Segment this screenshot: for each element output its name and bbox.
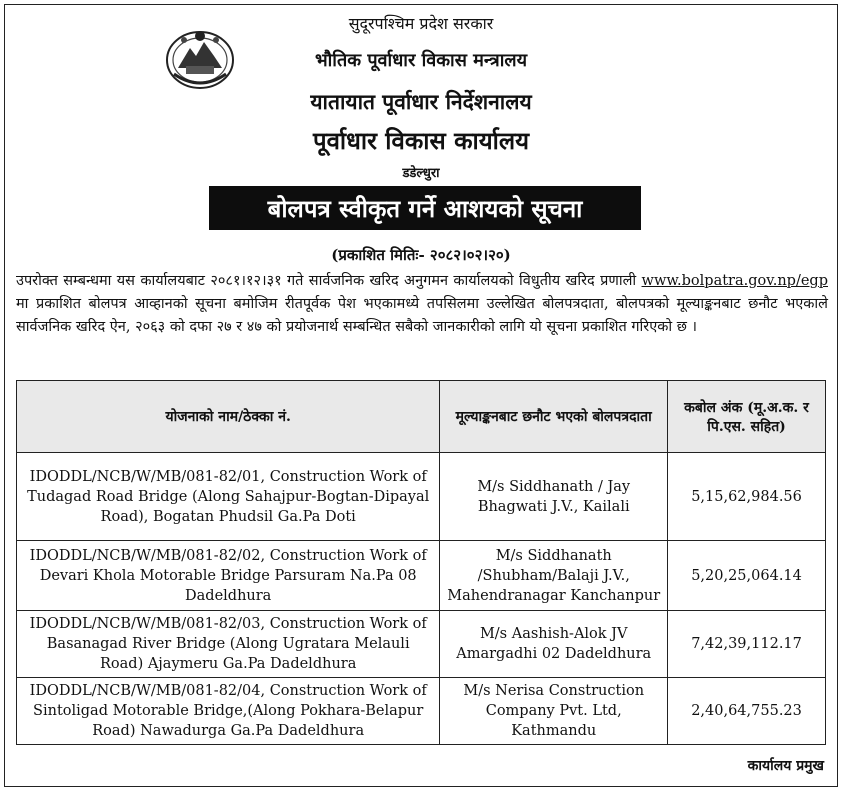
- bid-table: [16, 380, 826, 745]
- paragraph-rest: मा प्रकाशित बोलपत्र आव्हानको सूचना बमोजिम रीतपूर्वक पेश भएकामध्ये तपसिलमा उल्लेखित बोलपत्रदाता, बोलपत्रको मूल्याङ्कनबाट छनौट भएकाले सार्वजनिक खरिद ऐन, २०६३ को दफा २७ र ४७ को प्रयोजनार्थ सम्बन्धित सबैको जानकारीको लागि यो सूचना प्रकाशित गरिएको छ ।: [16, 296, 828, 335]
- table-row: [17, 678, 826, 745]
- amount-cell: 7,42,39,112.17: [668, 611, 826, 678]
- office-location: डडेल्धुरा: [402, 166, 440, 181]
- published-date: (प्रकाशित मितिः- २०८२।०२।२०): [331, 246, 511, 264]
- office-name: पूर्वाधार विकास कार्यालय: [312, 126, 530, 155]
- bidder-cell: M/s Siddhanath / Jay Bhagwati J.V., Kailali: [440, 453, 668, 541]
- project-cell: IDODDL/NCB/W/MB/081-82/03, Construction Work of Basanagad River Bridge (Along Ugratara Melauli Road) Ajaymeru Ga.Pa Dadeldhura: [17, 611, 440, 678]
- header-amount: कबोल अंक (मू.अ.क. र पि.एस. सहित): [668, 381, 826, 453]
- amount-cell: 2,40,64,755.23: [668, 678, 826, 745]
- table-row: [17, 611, 826, 678]
- ministry-name: भौतिक पूर्वाधार विकास मन्त्रालय: [314, 50, 528, 71]
- notice-paragraph: [16, 270, 828, 339]
- paragraph-intro: उपरोक्त सम्बन्धमा यस कार्यालयबाट २०८१।१२।३१ गते सार्वजनिक खरिद अनुगमन कार्यालयको विधुतीय खरिद प्रणाली: [16, 273, 642, 289]
- government-name: सुदूरपश्चिम प्रदेश सरकार: [348, 14, 494, 33]
- amount-cell: 5,20,25,064.14: [668, 541, 826, 611]
- amount-cell: 5,15,62,984.56: [668, 453, 826, 541]
- bidder-cell: M/s Nerisa Construction Company Pvt. Ltd, Kathmandu: [440, 678, 668, 745]
- project-cell: IDODDL/NCB/W/MB/081-82/01, Construction Work of Tudagad Road Bridge (Along Sahajpur-Bogtan-Dipayal Road), Bogatan Phudsil Ga.Pa Doti: [17, 453, 440, 541]
- directorate-name: यातायात पूर्वाधार निर्देशनालय: [310, 89, 532, 114]
- table-row: [17, 453, 826, 541]
- header-bidder: मूल्याङ्कनबाट छनौट भएको बोलपत्रदाता: [440, 381, 668, 453]
- notice-title: बोलपत्र स्वीकृत गर्ने आशयको सूचना: [209, 186, 641, 230]
- project-cell: IDODDL/NCB/W/MB/081-82/04, Construction Work of Sintoligad Motorable Bridge,(Along Pokhara-Belapur Road) Nawadurga Ga.Pa Dadeldhura: [17, 678, 440, 745]
- signatory: कार्यालय प्रमुख: [747, 758, 824, 774]
- bolpatra-link[interactable]: www.bolpatra.gov.np/egp: [641, 273, 828, 289]
- table-header-row: [17, 381, 826, 453]
- header-project: योजनाको नाम/ठेक्का नं.: [17, 381, 440, 453]
- bidder-cell: M/s Aashish-Alok JV Amargadhi 02 Dadeldhura: [440, 611, 668, 678]
- table-row: [17, 541, 826, 611]
- project-cell: IDODDL/NCB/W/MB/081-82/02, Construction Work of Devari Khola Motorable Bridge Parsuram Na.Pa 08 Dadeldhura: [17, 541, 440, 611]
- bidder-cell: M/s Siddhanath /Shubham/Balaji J.V., Mahendranagar Kanchanpur: [440, 541, 668, 611]
